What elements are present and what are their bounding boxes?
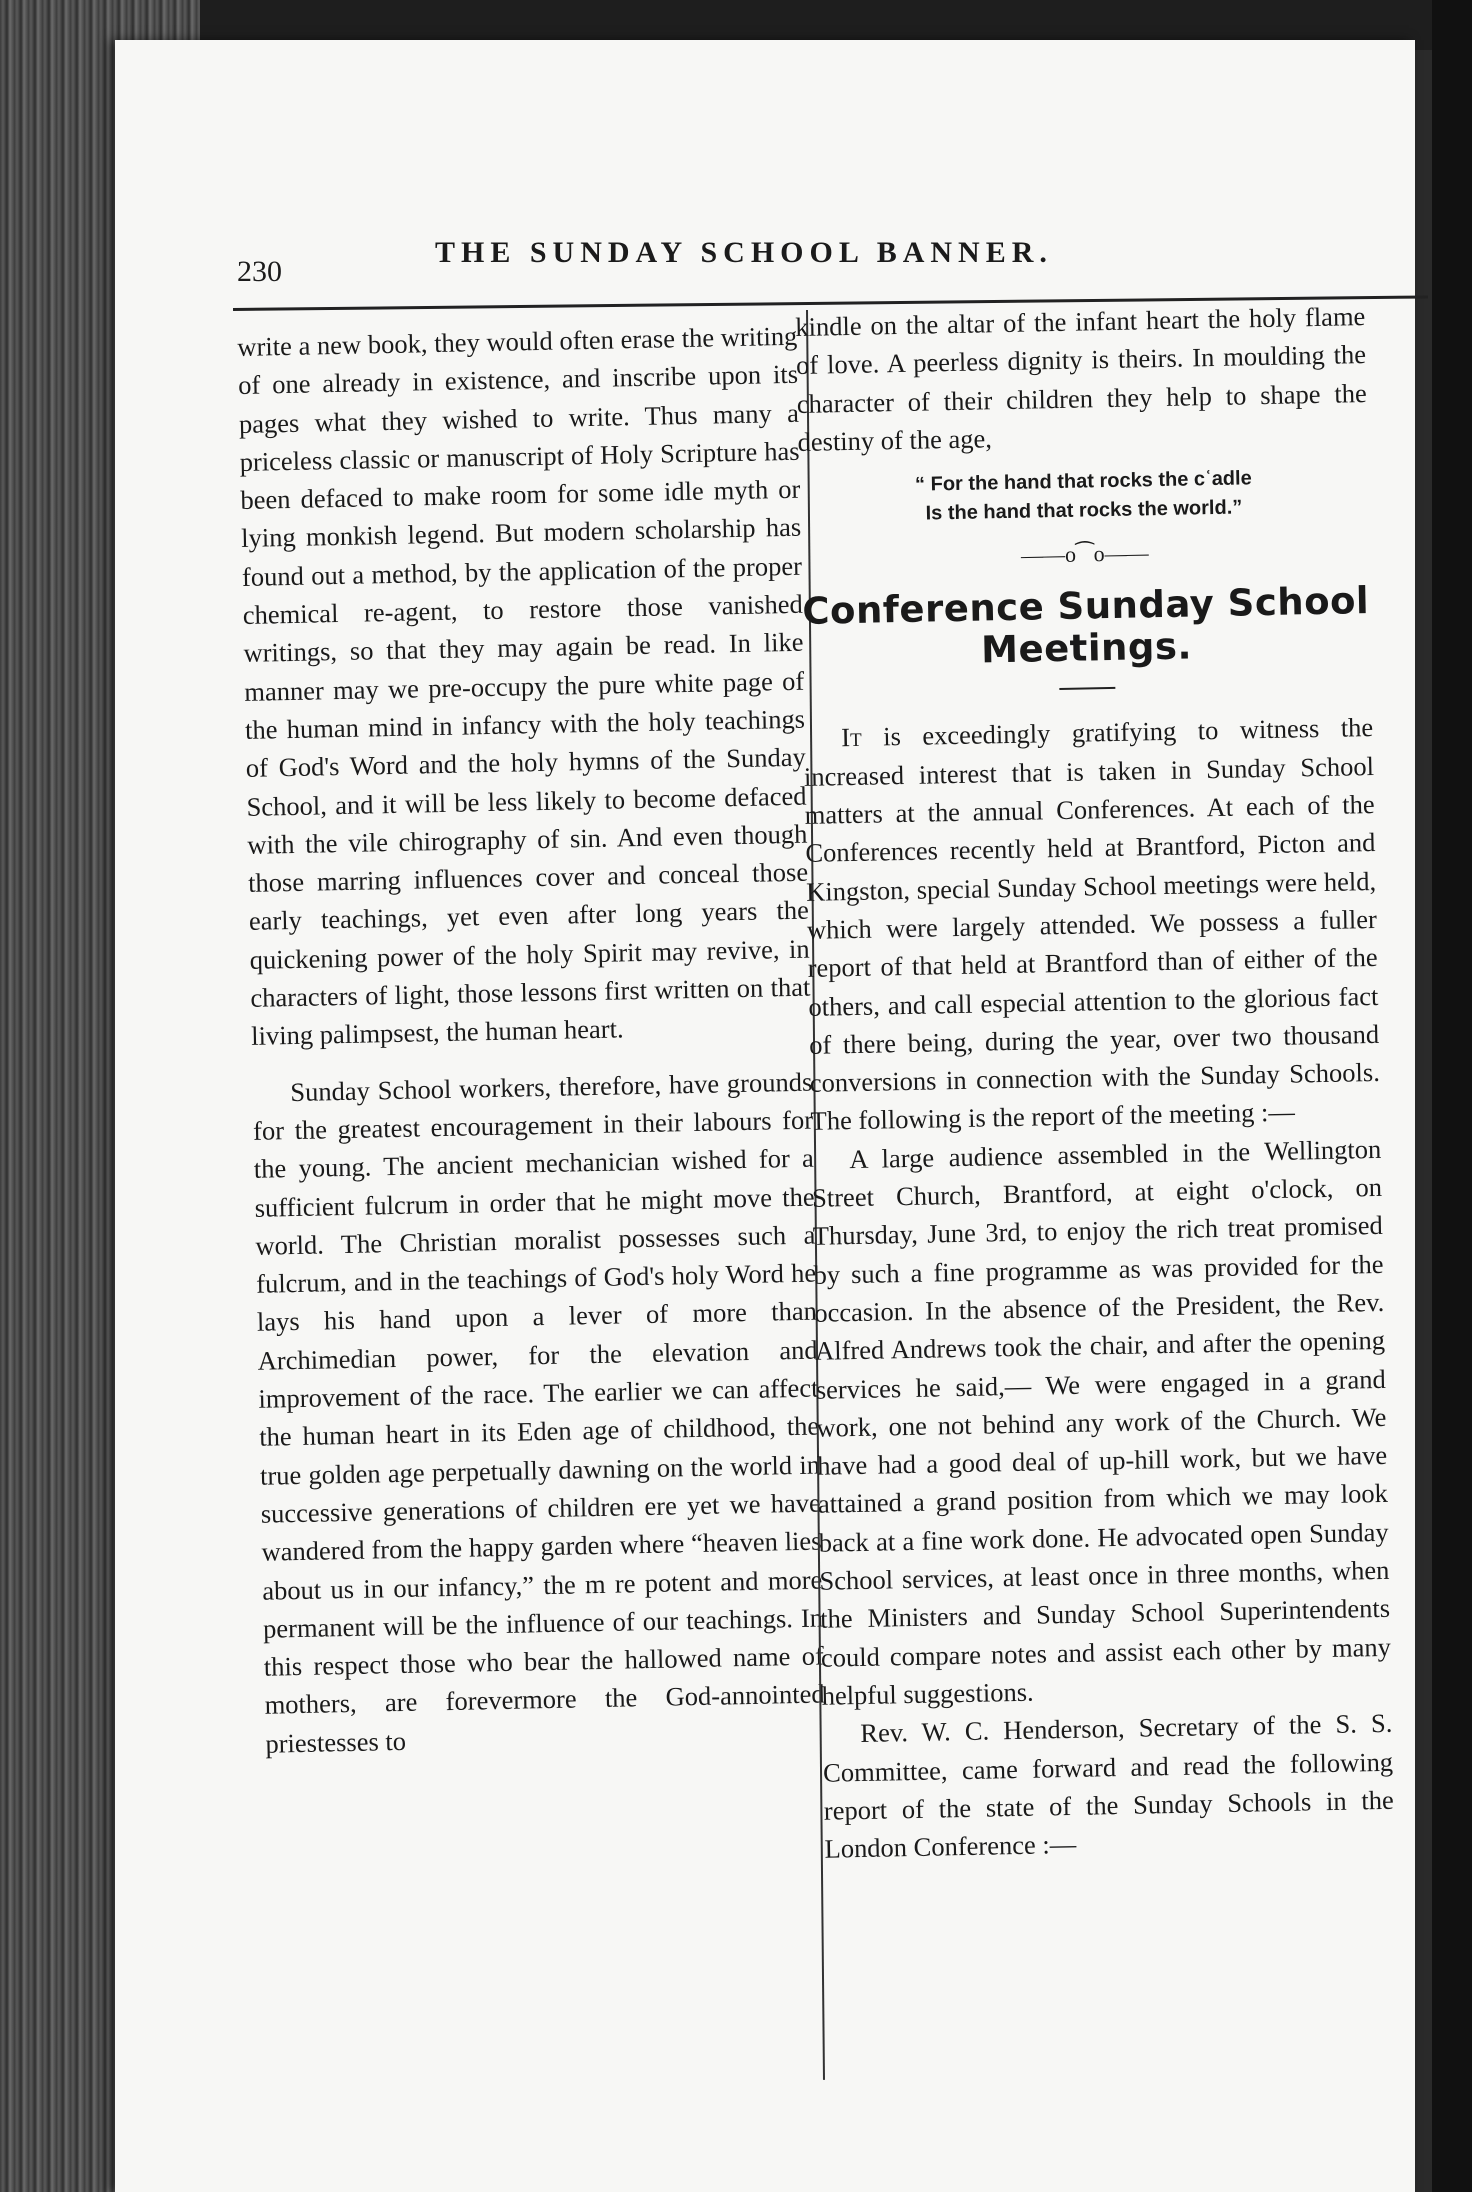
title-rule [1059, 687, 1115, 690]
right-paragraph-2 [803, 708, 1381, 1140]
page-number: 230 [237, 255, 282, 288]
right-paragraph-4: Rev. W. C. Henderson, Secretary of the S. S. Committee, came forward and read the following report of the state of the Sunday Schools in the London Conference :— [822, 1708, 1395, 1864]
section-title-line-2: Meetings. [980, 624, 1193, 672]
ornament-divider: ——o⁀o—— [1020, 540, 1149, 568]
right-paragraph-3: A large audience assembled in the Wellington Street Church, Brantford, at eight o'clock, on Thursday, June 3rd, to enjoy the rich treat promised by such a fine programme as was provided for the occasion. In the absence of the President, the Rev. Alfred Andrews took the chair, and after the opening services he said,— We were engaged in a grand work, one not behind any work of the Church. We have had a good deal of up-hill work, but we have attained a grand position from which we may look back at a fine work done. He advocated open Sunday School services, at least once in three months, when the Ministers and Sunday School Superintendents could compare notes and assist each other by many helpful suggestions. [811, 1133, 1392, 1711]
left-paragraph-1: write a new book, they would often erase the writing of one already in existence, and inscribe upon its pages what they wished to write. Thus many a priceless classic or manuscript of Holy Scripture has been defaced to make room for some idle myth or lying monkish legend. But modern scholarship has found out a method, by the application of the proper chemical re-agent, to restore those vanished writings, so that they may again be read. In like manner may we pre-occupy the pure white page of the human mind in infancy with the holy teachings of God's Word and the holy hymns of the Sunday School, and it will be less likely to become defaced with the vile chirography of sin. And even though those marring influences cover and conceal those early teachings, yet even after long years the quickening power of the holy Spirit may revive, in characters of light, those lessons first written on that living palimpsest, the human heart. [237, 320, 811, 1052]
section-title-line-1: Conference Sunday School [802, 579, 1370, 634]
poem-quote [798, 462, 1369, 531]
left-paragraph-2: Sunday School workers, therefore, have grounds for the greatest encouragement in their labours for the young. The ancient mechanician wished for a sufficient fulcrum in order that he might move the world. The Christian moralist possesses such a fulcrum, and in the teachings of God's holy Word he lays his hand upon a lever of more than Archimedian power, for the elevation and improvement of the race. The earlier we can affect the human heart in its Eden age of childhood, the true golden age perpetually dawning on the world in successive generations of children ere yet we have wandered from the happy garden where “heaven lies about us in our infancy,” the m re potent and more permanent will be the influence of our teachings. In this respect those who bear the hallowed name of mothers, are forevermore the God-annointed priestesses to [252, 1066, 825, 1759]
section-title [800, 580, 1372, 675]
quote-line-2: Is the hand that rocks the world.” [925, 496, 1243, 525]
quote-line-1: “ For the hand that rocks the cʿadle [914, 467, 1252, 496]
right-column [795, 297, 1395, 1868]
book-page [115, 40, 1415, 2192]
right-paragraph-1: kindle on the altar of the infant heart the holy flame of love. A peerless dignity is theirs. In moulding the character of their children they help to shape the destiny of the age, [795, 301, 1368, 457]
right-paragraph-2-text: is exceedingly gratifying to witness the increased interest that is taken in Sunday School matters at the annual Conferences. At each of the Conferences recently held at Brantford, Picton and Kingston, special Sunday School meetings were held, which were largely attended. We possess a fuller report of that held at Brantford than of either of the others, and call especial attention to the glorious fact of there being, during the year, over two thousand conversions in connection with the Sunday Schools. The following is the report of the meeting :— [803, 712, 1381, 1137]
left-column [237, 317, 826, 1763]
scan-right-border [1432, 0, 1472, 2192]
drop-word: It [840, 722, 862, 753]
running-title: THE SUNDAY SCHOOL BANNER. [435, 236, 1053, 269]
